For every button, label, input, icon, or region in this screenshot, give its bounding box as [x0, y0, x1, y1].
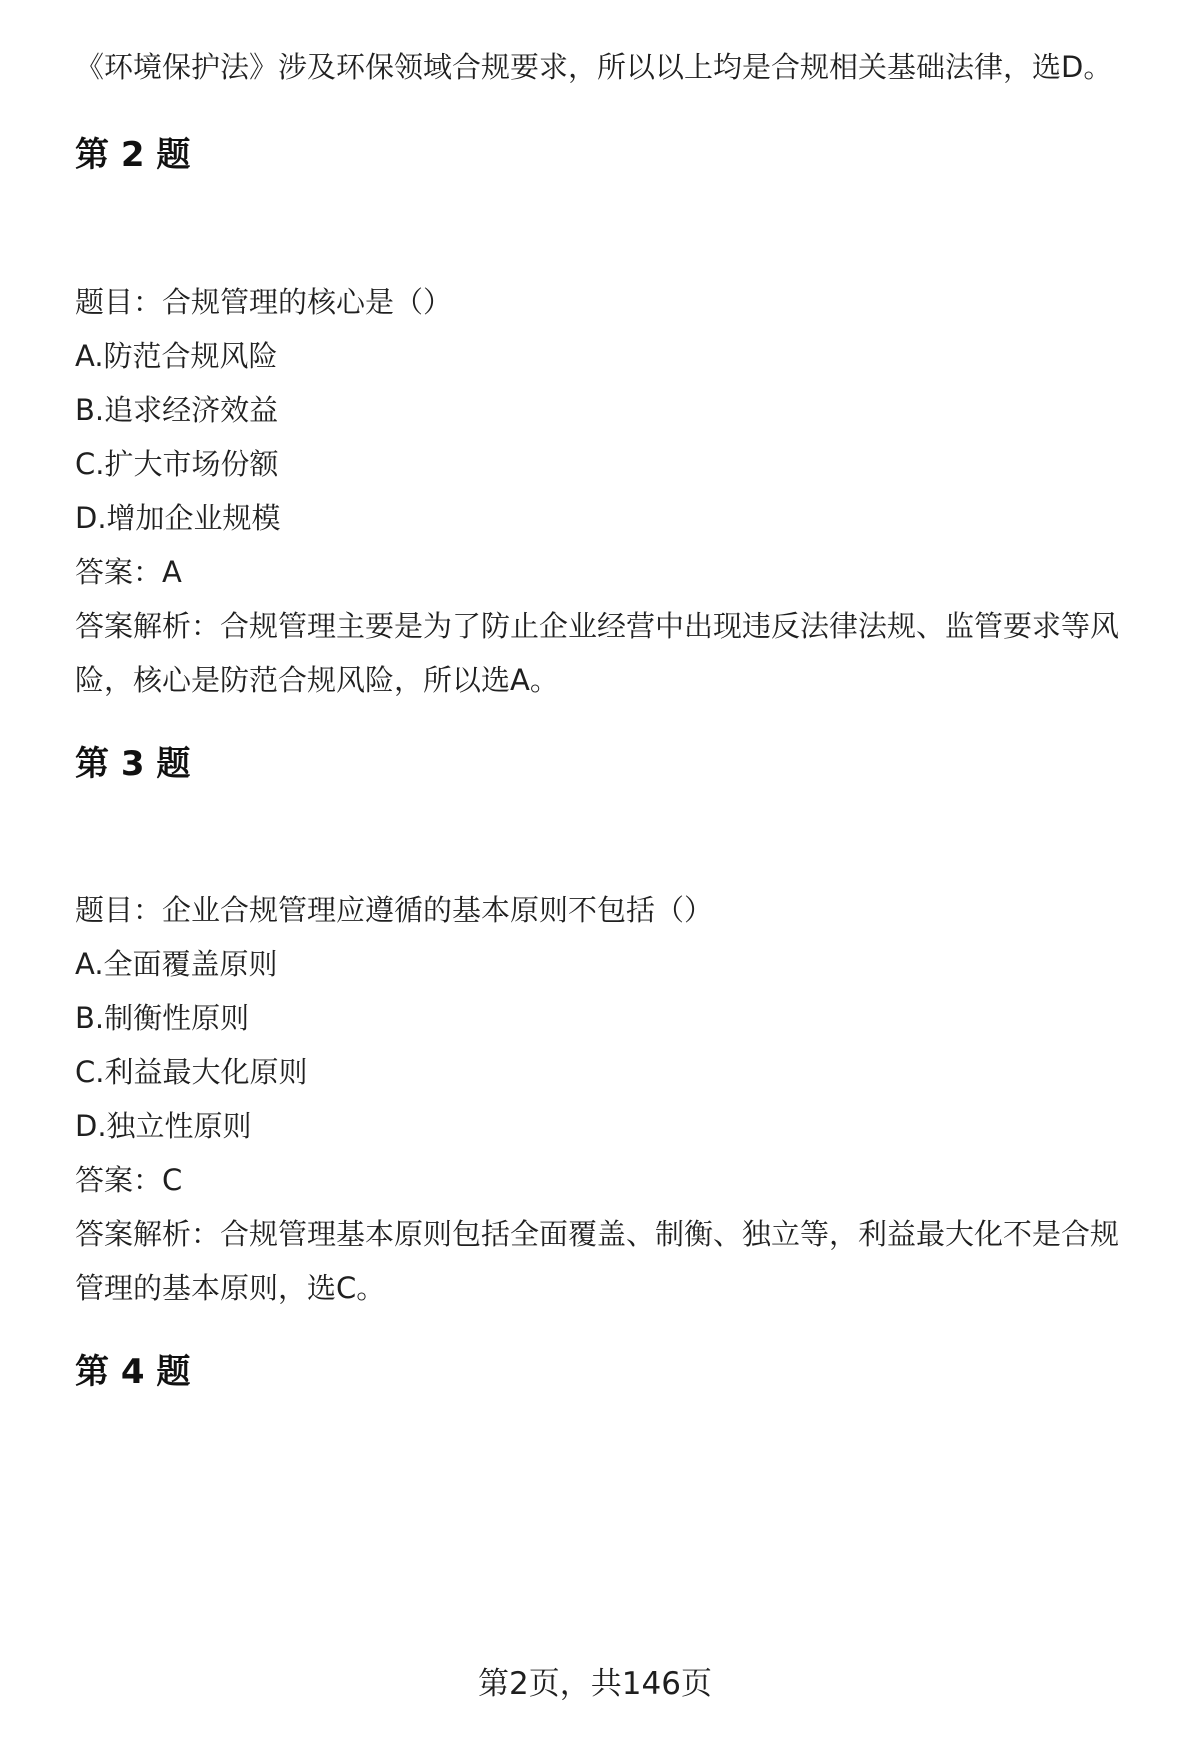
question-2-prompt: 题目：合规管理的核心是（） [75, 285, 453, 319]
question-2-heading: 第 2 题 [75, 135, 191, 175]
question-2-option-c: C.扩大市场份额 [75, 447, 279, 481]
page-number-footer: 第2页，共146页 [478, 1666, 712, 1702]
question-3-analysis-line-2: 管理的基本原则，选C。 [75, 1271, 386, 1305]
question-3-analysis-line-1: 答案解析：合规管理基本原则包括全面覆盖、制衡、独立等，利益最大化不是合规 [75, 1217, 1120, 1251]
question-2-analysis-line-1: 答案解析：合规管理主要是为了防止企业经营中出现违反法律法规、监管要求等风 [75, 609, 1120, 643]
question-3-option-d: D.独立性原则 [75, 1109, 252, 1143]
intro-line: 《环境保护法》涉及环保领域合规要求，所以以上均是合规相关基础法律，选D。 [75, 50, 1113, 84]
question-2-option-d: D.增加企业规模 [75, 501, 281, 535]
question-2-answer: 答案：A [75, 555, 182, 589]
question-3-prompt: 题目：企业合规管理应遵循的基本原则不包括（） [75, 893, 714, 927]
question-3-heading: 第 3 题 [75, 744, 191, 784]
question-3-option-a: A.全面覆盖原则 [75, 947, 278, 981]
question-2-option-a: A.防范合规风险 [75, 339, 278, 373]
question-3-answer: 答案：C [75, 1163, 183, 1197]
question-3-option-b: B.制衡性原则 [75, 1001, 250, 1035]
question-2-analysis-line-2: 险，核心是防范合规风险，所以选A。 [75, 663, 559, 697]
question-3-option-c: C.利益最大化原则 [75, 1055, 308, 1089]
question-2-option-b: B.追求经济效益 [75, 393, 279, 427]
question-4-heading: 第 4 题 [75, 1352, 191, 1392]
